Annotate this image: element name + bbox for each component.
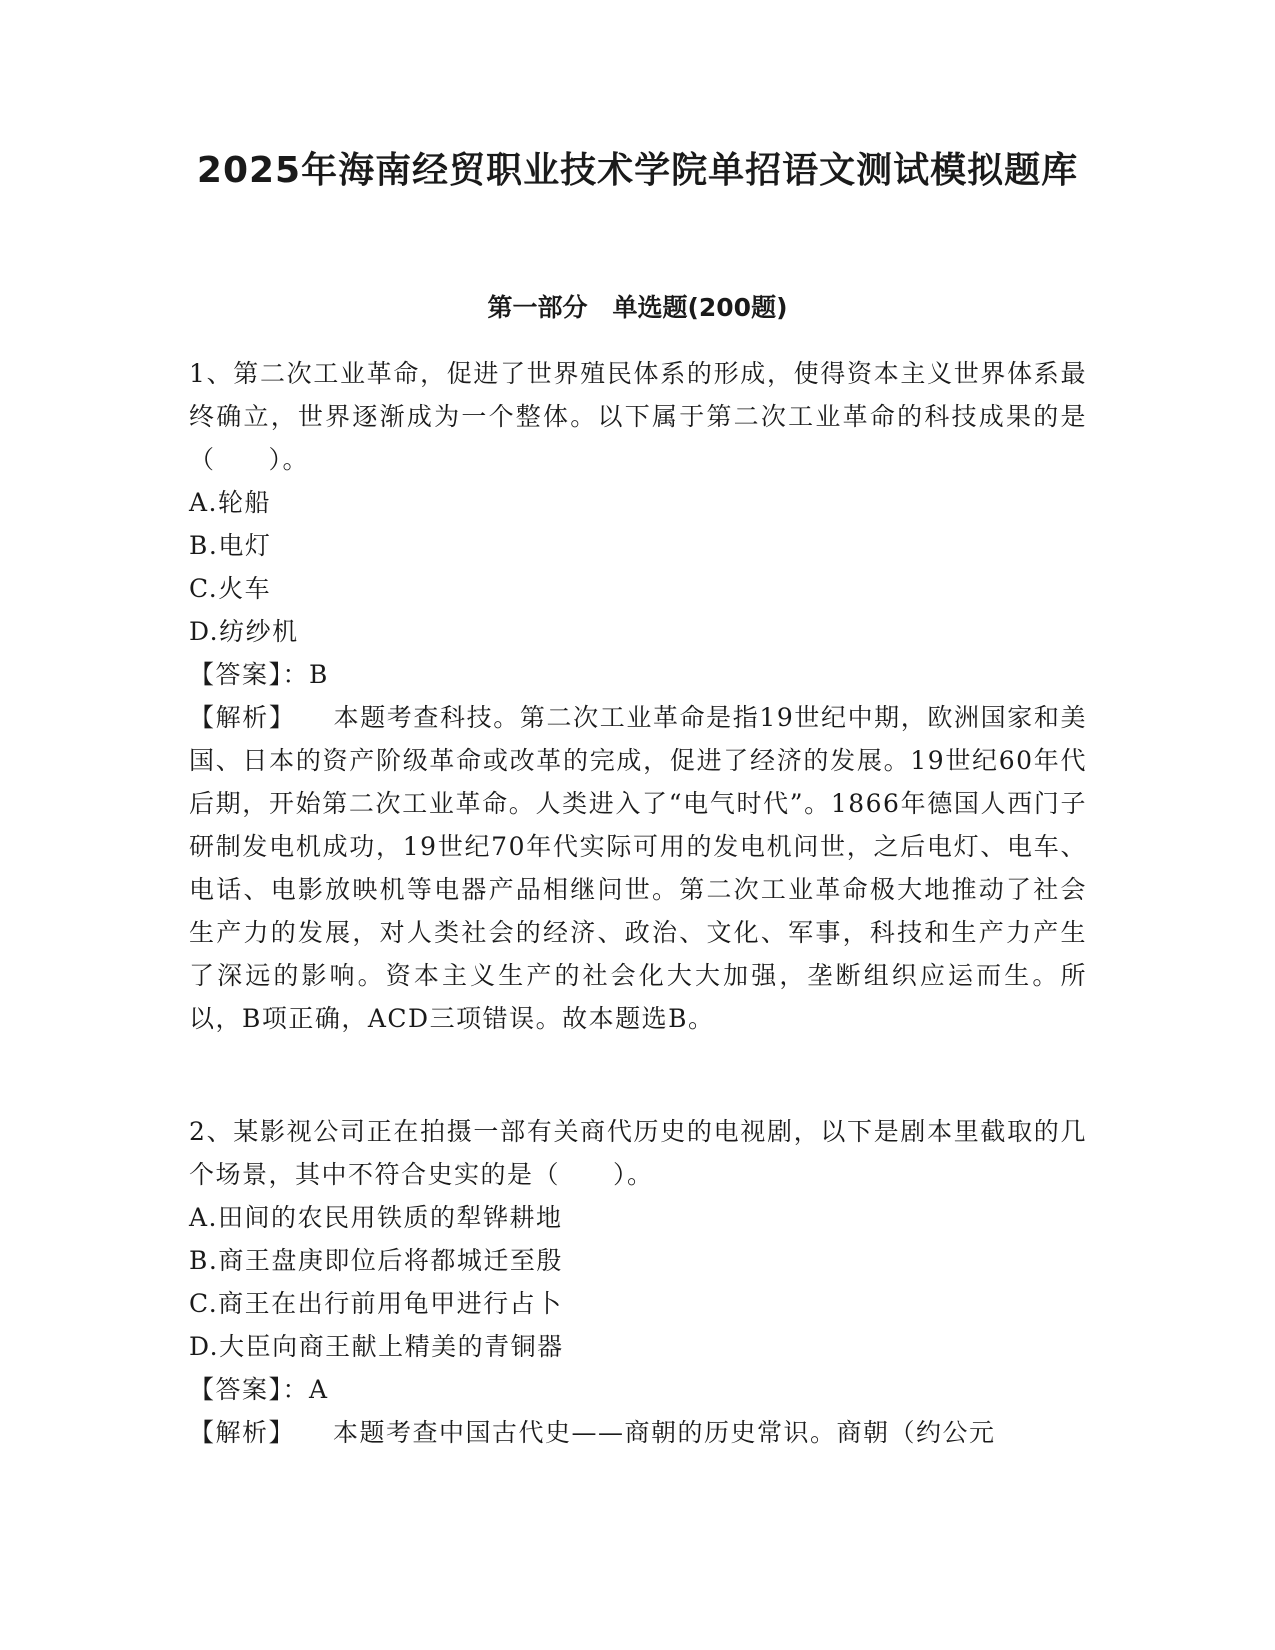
question-2-stem <box>189 1110 1087 1196</box>
option-c: C.商王在出行前用龟甲进行占卜 <box>189 1289 563 1318</box>
analysis-text: 本题考查科技。第二次工业革命是指19世纪中期，欧洲国家和美国、日本的资产阶级革命或改革的完成，促进了经济的发展。19世纪60年代后期，开始第二次工业革命。人类进入了“电气时代”。1866年德国人西门子研制发电机成功，19世纪70年代实际可用的发电机问世，之后电灯、电车、电话、电影放映机等电器产品相继问世。第二次工业革命极大地推动了社会生产力的发展，对人类社会的经济、政治、文化、军事，科技和生产力产生了深远的影响。资本主义生产的社会化大大加强，垄断组织应运而生。所以，B项正确，ACD三项错误。故本题选B。 <box>189 703 1087 1033</box>
answer-label: 【答案】： <box>189 660 310 689</box>
answer-value: A <box>309 1375 329 1404</box>
option-c: C.火车 <box>189 574 272 603</box>
question-1-stem <box>189 352 1087 481</box>
option-a: A.田间的农民用铁质的犁铧耕地 <box>189 1203 563 1232</box>
section-title: 第一部分 单选题(200题) <box>487 293 788 322</box>
option-d: D.大臣向商王献上精美的青铜器 <box>189 1332 564 1361</box>
answer-line <box>189 1368 1087 1411</box>
question-stem-text: 2、某影视公司正在拍摄一部有关商代历史的电视剧，以下是剧本里截取的几个场景，其中不符合史实的是（ ）。 <box>189 1117 1087 1189</box>
document-title: 2025年海南经贸职业技术学院单招语文测试模拟题库 <box>196 150 1079 191</box>
analysis-label: 【解析】 <box>189 1418 296 1447</box>
analysis-label: 【解析】 <box>189 703 296 732</box>
analysis-paragraph <box>189 1411 1087 1454</box>
option-a: A.轮船 <box>189 488 272 517</box>
option-b: B.商王盘庚即位后将都城迁至殷 <box>189 1246 563 1275</box>
answer-value: B <box>309 660 329 689</box>
analysis-paragraph <box>189 696 1087 1040</box>
analysis-text: 本题考查中国古代史——商朝的历史常识。商朝（约公元 <box>333 1418 996 1447</box>
answer-label: 【答案】： <box>189 1375 310 1404</box>
option-b: B.电灯 <box>189 531 272 560</box>
answer-line <box>189 653 1087 696</box>
question-2-body <box>189 1196 1087 1454</box>
question-stem-text: 1、第二次工业革命，促进了世界殖民体系的形成，使得资本主义世界体系最终确立，世界逐渐成为一个整体。以下属于第二次工业革命的科技成果的是（ ）。 <box>189 359 1087 474</box>
question-1-body <box>189 481 1087 1040</box>
option-d: D.纺纱机 <box>189 617 299 646</box>
